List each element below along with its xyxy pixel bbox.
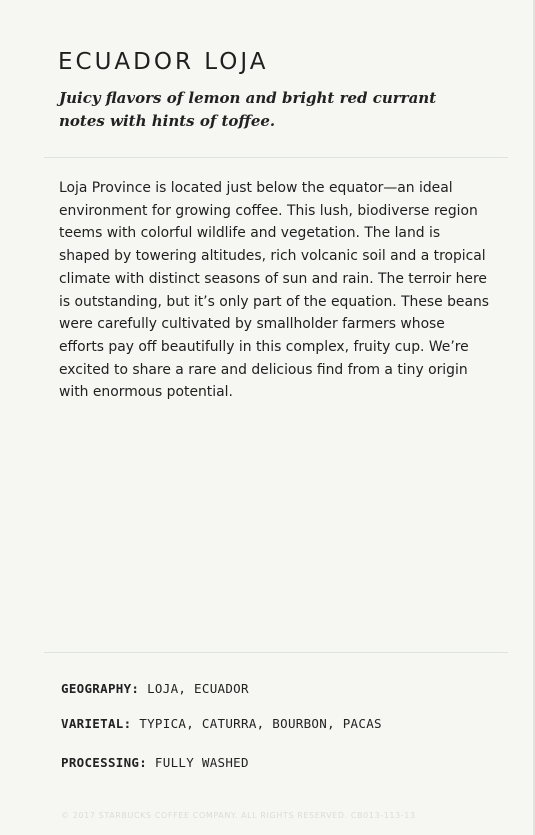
spec-varietal-value: TYPICA, CATURRA, BOURBON, PACAS bbox=[139, 716, 382, 731]
coffee-title: ECUADOR LOJA bbox=[58, 49, 269, 75]
spec-processing-label: PROCESSING: bbox=[61, 755, 148, 770]
spec-geography-label: GEOGRAPHY: bbox=[61, 681, 140, 696]
spec-geography-value: LOJA, ECUADOR bbox=[147, 681, 249, 696]
origin-description: Loja Province is located just below the equator—an ideal environment for growing coffee. This lush, biodiverse region teems with colorful wildlife and vegetation. The land is shaped by towering altitudes, rich volcanic soil and a tropical climate with distinct seasons of sun and rain. The terroir here is outstanding, but it’s only part of the equation. These beans were carefully cultivated by smallholder farmers whose efforts pay off beautifully in this complex, fruity cup. We’re excited to share a rare and delicious find from a tiny origin with enormous potential. bbox=[59, 180, 490, 401]
spec-processing-value: FULLY WASHED bbox=[154, 755, 249, 770]
bottom-divider bbox=[44, 652, 508, 653]
flavor-tagline: Juicy flavors of lemon and bright red currant notes with hints of toffee. bbox=[59, 89, 437, 130]
spec-processing bbox=[61, 755, 249, 770]
spec-varietal bbox=[61, 716, 382, 731]
top-divider bbox=[44, 157, 508, 158]
copyright-footer: © 2017 STARBUCKS COFFEE COMPANY. ALL RIGHTS RESERVED. CB013-113-13 bbox=[61, 811, 416, 820]
spec-geography bbox=[61, 681, 249, 696]
spec-varietal-label: VARIETAL: bbox=[61, 716, 132, 731]
